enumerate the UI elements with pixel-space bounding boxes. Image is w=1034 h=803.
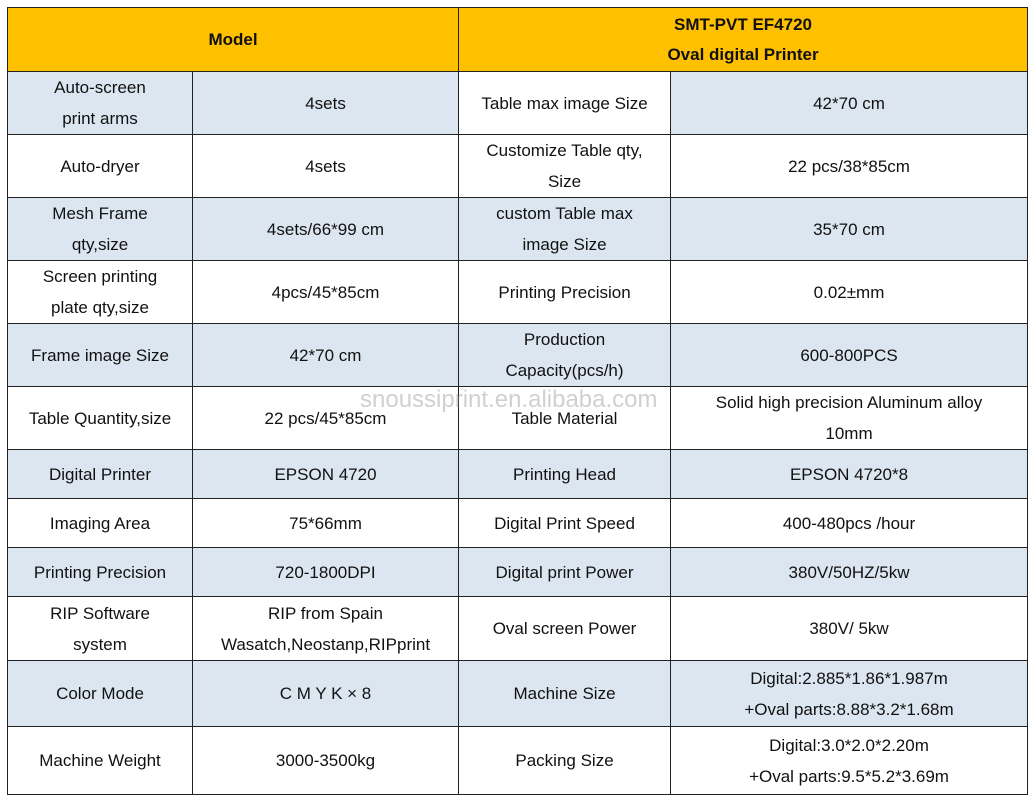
spec-label-text: Auto-screen [54, 78, 146, 97]
spec-label-text: custom Table max [496, 204, 633, 223]
spec-value-cell [671, 548, 1028, 597]
spec-label-text: Digital Printer [48, 464, 152, 484]
spec-value-cell [193, 198, 459, 261]
spec-value-text: 600-800PCS [800, 345, 898, 365]
spec-label-text: Auto-dryer [60, 156, 140, 176]
spec-value-cell [193, 499, 459, 548]
spec-label-cell [8, 661, 193, 727]
spec-label-text: Machine Size [513, 684, 616, 703]
spec-label-text: Imaging Area [49, 513, 151, 533]
spec-value-text: +Oval parts:9.5*5.2*3.69m [749, 766, 949, 786]
spec-label-text: Oval screen Power [492, 619, 637, 638]
spec-value-cell [671, 387, 1028, 450]
spec-value-cell [193, 324, 459, 387]
spec-label-cell [459, 261, 671, 324]
spec-label-text: Color Mode [56, 684, 144, 703]
spec-value-cell [193, 135, 459, 198]
spec-label-text: RIP Software [50, 603, 150, 623]
table-row [8, 661, 1028, 727]
spec-value-cell [193, 548, 459, 597]
spec-label-cell [459, 72, 671, 135]
spec-value-text: Digital:3.0*2.0*2.20m [769, 735, 929, 755]
spec-label-text: Mesh Frame [52, 204, 148, 223]
spec-label-text: Machine Weight [39, 751, 161, 770]
spec-value-text: 3000-3500kg [275, 751, 376, 770]
table-row [8, 727, 1028, 795]
spec-value-text: 10mm [825, 424, 873, 443]
spec-value-text: Wasatch,Neostanp,RIPprint [220, 634, 431, 654]
spec-label-cell [459, 597, 671, 661]
spec-value-text: 380V/ 5kw [809, 619, 889, 638]
spec-value-cell [193, 450, 459, 499]
spec-value-cell [671, 261, 1028, 324]
spec-label-cell [459, 387, 671, 450]
spec-label-text: print arms [62, 109, 138, 128]
spec-label-text: qty,size [71, 235, 129, 254]
spec-value-text: 720-1800DPI [275, 562, 376, 582]
spec-label-cell [459, 727, 671, 795]
header-row [8, 8, 1028, 72]
spec-value-text: 0.02±mm [813, 282, 885, 302]
spec-label-cell [459, 499, 671, 548]
spec-label-text: Screen printing [42, 267, 158, 286]
spec-value-text: 4pcs/45*85cm [271, 282, 380, 302]
watermark: snoussiprint.en.alibaba.com [360, 386, 658, 413]
spec-value-text: 4sets [305, 156, 346, 176]
spec-value-text: 35*70 cm [813, 219, 885, 239]
spec-table [7, 7, 1028, 795]
spec-value-text: 4sets/66*99 cm [266, 219, 385, 239]
spec-label-cell [8, 597, 193, 661]
spec-label-text: image Size [522, 235, 607, 254]
spec-value-cell [671, 450, 1028, 499]
spec-value-cell [671, 727, 1028, 795]
spec-label-cell [8, 499, 193, 548]
spec-value-text: 380V/50HZ/5kw [788, 562, 910, 582]
table-row [8, 198, 1028, 261]
spec-label-text: Size [547, 172, 582, 191]
spec-value-text: 400-480pcs /hour [782, 513, 916, 533]
spec-label-text: Digital print Power [495, 562, 634, 582]
spec-label-cell [8, 72, 193, 135]
spec-label-cell [8, 450, 193, 499]
spec-value-text: EPSON 4720 [274, 464, 377, 484]
spec-value-text: 42*70 cm [813, 93, 885, 113]
spec-value-cell [193, 597, 459, 661]
table-row [8, 324, 1028, 387]
spec-label-cell [8, 135, 193, 198]
spec-label-text: plate qty,size [51, 298, 149, 317]
spec-value-text: C M Y K × 8 [279, 684, 372, 703]
spec-value-text: EPSON 4720*8 [789, 464, 909, 484]
spec-label-cell [8, 387, 193, 450]
table-row [8, 499, 1028, 548]
spec-label-cell [8, 548, 193, 597]
product-type: Oval digital Printer [667, 44, 819, 64]
product-name: SMT-PVT EF4720 [674, 14, 812, 34]
model-header-label: Model [208, 29, 258, 49]
spec-label-cell [8, 261, 193, 324]
spec-table-wrapper [7, 7, 1028, 795]
spec-value-text: +Oval parts:8.88*3.2*1.68m [744, 699, 954, 719]
spec-label-text: Printing Head [513, 464, 617, 484]
table-row [8, 72, 1028, 135]
table-row [8, 597, 1028, 661]
spec-label-text: system [73, 634, 127, 654]
spec-label-text: Capacity(pcs/h) [505, 361, 624, 380]
spec-value-cell [193, 387, 459, 450]
spec-label-cell [459, 450, 671, 499]
spec-label-text: Customize Table qty, [486, 141, 643, 160]
spec-value-cell [193, 727, 459, 795]
spec-label-cell [8, 198, 193, 261]
spec-value-text: 4sets [305, 93, 346, 113]
model-header-cell [8, 8, 459, 72]
table-row [8, 548, 1028, 597]
spec-value-cell [671, 198, 1028, 261]
spec-label-text: Production [523, 330, 606, 349]
spec-label-cell [459, 135, 671, 198]
spec-value-text: 22 pcs/45*85cm [264, 408, 387, 428]
table-row [8, 135, 1028, 198]
table-row [8, 261, 1028, 324]
spec-label-text: Table max image Size [481, 93, 648, 113]
spec-value-cell [671, 135, 1028, 198]
spec-value-text: Digital:2.885*1.86*1.987m [750, 668, 948, 688]
spec-label-cell [459, 661, 671, 727]
spec-value-text: 42*70 cm [289, 345, 362, 365]
spec-value-cell [193, 261, 459, 324]
spec-label-cell [459, 324, 671, 387]
spec-value-text: 75*66mm [289, 513, 362, 533]
spec-value-text: RIP from Spain [268, 603, 383, 623]
spec-label-text: Frame image Size [31, 345, 169, 365]
spec-label-text: Digital Print Speed [494, 513, 635, 533]
spec-label-cell [459, 548, 671, 597]
spec-label-cell [8, 324, 193, 387]
spec-value-cell [193, 72, 459, 135]
spec-label-text: Packing Size [515, 751, 614, 770]
spec-value-text: 22 pcs/38*85cm [788, 156, 910, 176]
table-row [8, 450, 1028, 499]
spec-label-text: Table Quantity,size [28, 408, 172, 428]
spec-label-text: Printing Precision [498, 282, 631, 302]
spec-label-cell [459, 198, 671, 261]
spec-label-cell [8, 727, 193, 795]
spec-value-cell [671, 661, 1028, 727]
table-row [8, 387, 1028, 450]
spec-label-text: Printing Precision [33, 562, 167, 582]
product-header-cell [459, 8, 1028, 72]
spec-value-cell [193, 661, 459, 727]
spec-value-text: Solid high precision Aluminum alloy [715, 393, 983, 412]
spec-value-cell [671, 72, 1028, 135]
spec-value-cell [671, 324, 1028, 387]
spec-value-cell [671, 499, 1028, 548]
spec-value-cell [671, 597, 1028, 661]
spec-label-text: Table Material [511, 408, 618, 428]
